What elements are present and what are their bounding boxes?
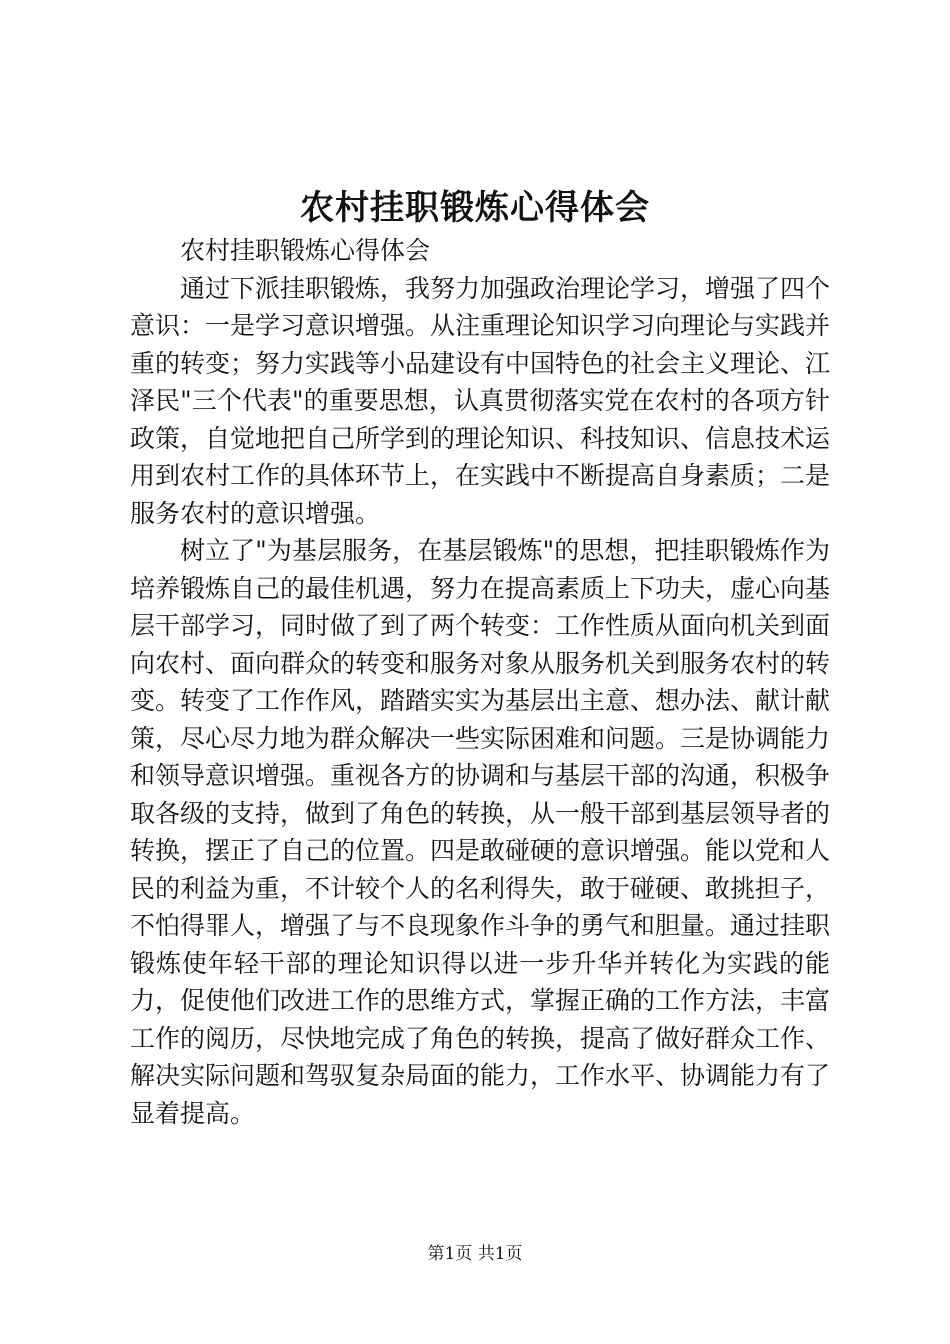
page-number-footer: 第1页 共1页 (427, 1244, 523, 1264)
subtitle-paragraph: 农村挂职锻炼心得体会 (180, 236, 431, 265)
body-paragraph-1: 通过下派挂职锻炼，我努力加强政治理论学习，增强了四个意识：一是学习意识增强。从注重理论知识学习向理论与实践并重的转变；努力实践等小品建设有中国特色的社会主义理论、江泽民"三个代表"的重要思想，认真贯彻落实党在农村的各项方针政策，自觉地把自己所学到的理论知识、科技知识、信息技术运用到农村工作的具体环节上，在实践中不断提高自身素质；二是服务农村的意识增强。 (130, 273, 831, 528)
document-body (130, 232, 830, 1132)
document-title: 农村挂职锻炼心得体会 (300, 188, 650, 228)
body-paragraph-2: 树立了"为基层服务，在基层锻炼"的思想，把挂职锻炼作为培养锻炼自己的最佳机遇，努力在提高素质上下功夫，虚心向基层干部学习，同时做了到了两个转变：工作性质从面向机关到面向农村、面向群众的转变和服务对象从服务机关到服务农村的转变。转变了工作作风，踏踏实实为基层出主意、想办法、献计献策，尽心尽力地为群众解决一些实际困难和问题。三是协调能力和领导意识增强。重视各方的协调和与基层干部的沟通，积极争取各级的支持，做到了角色的转换，从一般干部到基层领导者的转换，摆正了自己的位置。四是敢碰硬的意识增强。能以党和人民的利益为重，不计较个人的名利得失，敢于碰硬、敢挑担子，不怕得罪人，增强了与不良现象作斗争的勇气和胆量。通过挂职锻炼使年轻干部的理论知识得以进一步升华并转化为实践的能力，促使他们改进工作的思维方式，掌握正确的工作方法，丰富工作的阅历，尽快地完成了角色的转换，提高了做好群众工作、解决实际问题和驾驭复杂局面的能力，工作水平、协调能力有了显着提高。 (130, 536, 831, 1128)
